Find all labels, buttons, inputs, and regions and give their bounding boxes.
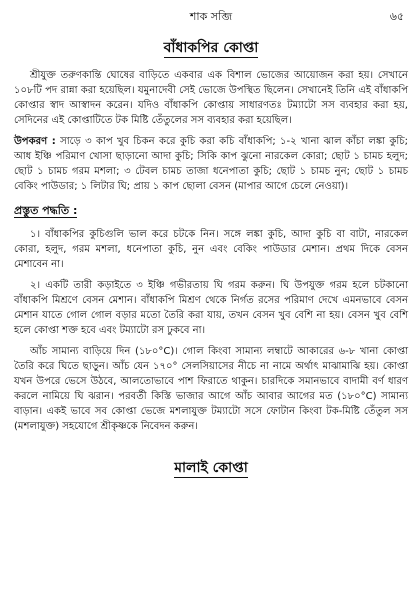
running-header xyxy=(14,6,408,26)
method-step-2: ২। একটি তারী কড়াইতে ৩ ইঞ্চি গভীরতায় ঘি গরম করুন। ঘি উপযুক্ত গরম হলে চটকানো বাঁধাকপি মিশ্রণে বেসন মেশান। বাঁধাকপি মিশ্রণ থেকে নির্গত রসের পরিমাণ দেখে এমনভাবে বেসন মেশান যাতে গোল গোল বড়ার মতো তৈরি করা যায়, তখন বেসন খুব বেশি না হয়। বেসন খুব বেশি হলে কোপ্তা শক্ত হবে এবং টম্যাটো রস ঢুকবে না। xyxy=(14,280,408,336)
next-recipe-title-text: মালাই কোপ্তা xyxy=(174,460,248,476)
recipe-title xyxy=(14,36,408,60)
ingredients-paragraph xyxy=(14,134,408,194)
page-number: ৬৫ xyxy=(389,10,404,23)
method-heading-text: প্রস্তুত পদ্ধতি : xyxy=(14,204,78,217)
recipe-intro: শ্রীযুক্ত তরুণকান্তি ঘোষের বাড়িতে একবার এক বিশাল ভোজের আয়োজন করা হয়। সেখানে ১০৮টি পদ রান্না করা হয়েছিল। যমুনাদেবী সেই ভোজে উপস্থিত ছিলেন। সেখানেই তিনি এই বাঁধাকপি কোপ্তার স্বাদ আস্বাদন করেন। যদিও বাঁধাকপি কোপ্তায় সাধারণতঃ টম্যাটো সস ব্যবহার করা হয়, সেদিনের এই কোপ্তাটিতে টক মিষ্টি তেঁতুলের সস ব্যবহার করা হয়েছিল। xyxy=(14,70,408,126)
method-step-3: আঁচ সামান্য বাড়িয়ে দিন (১৮০°C)। গোল কিংবা সামান্য লম্বাটে আকারের ৬-৮ খানা কোপ্তা তৈরি করে ঘিতে ছাড়ুন। আঁচ যেন ১৭০° সেলসিয়াসের নীচে না নামে অর্থাৎ মাঝামাঝি হয়। কোপ্তা যখন উপরে ভেসে উঠবে, আলতোভাবে পাশ ফিরাতে থাকুন। চারদিকে সমানভাবে বাদামী বর্ণ ধারণ করলে নামিয়ে ঘি ঝরান। পরবর্তী কিস্তি ভাজার আগে আঁচ আবার আগের মত (১৮০°C) সামান্য বাড়ান। একই ভাবে সব কোপ্তা ভেজে মশলাযুক্ত টম্যাটো সসে ফোটান কিংবা টক-মিষ্টি তেঁতুল সস (মশলাযুক্ত) সহযোগে শ্রীকৃষ্ণকে নিবেদন করুন। xyxy=(14,346,408,432)
method-step-1: ১। বাঁধাকপির কুচিগুলি ভাল করে চটকে নিন। সঙ্গে লঙ্কা কুচি, আদা কুচি বা বাটা, নারকেল কোরা, হলুদ, গরম মশলা, ধনেপাতা কুচি, নুন এবং বেকিং পাউডার মেশান। প্রথম দিকে বেসন মেশাবেন না। xyxy=(14,229,408,270)
ingredients-text: সাড়ে ৩ কাপ খুব চিকন করে কুচি করা কচি বাঁধাকপি; ১-২ খানা ঝাল কাঁচা লঙ্কা কুচি; আধ ইঞ্চি পরিমাণ খোসা ছাড়ানো আদা কুচি; সিকি কাপ ঝুনো নারকেল কোরা; ছোট ১ চামচ হলুদ; ছোট ১ চামচ গরম মশলা; ৩ টেবল চামচ তাজা ধনেপাতা কুচি; ছোট ১ চামচ নুন; ছোট ১ চামচ বেকিং পাউডার; ১ লিটার ঘি; প্রায় ১ কাপ ছোলা বেসন (মাপার আগে চেলে নেওয়া)। xyxy=(14,136,409,192)
recipe-title-text: বাঁধাকপির কোপ্তা xyxy=(163,40,259,56)
book-title: শাক সব্জি xyxy=(189,10,233,23)
next-recipe-title xyxy=(14,456,408,480)
method-heading xyxy=(14,202,408,221)
ingredients-label: উপকরণ : xyxy=(14,136,56,147)
